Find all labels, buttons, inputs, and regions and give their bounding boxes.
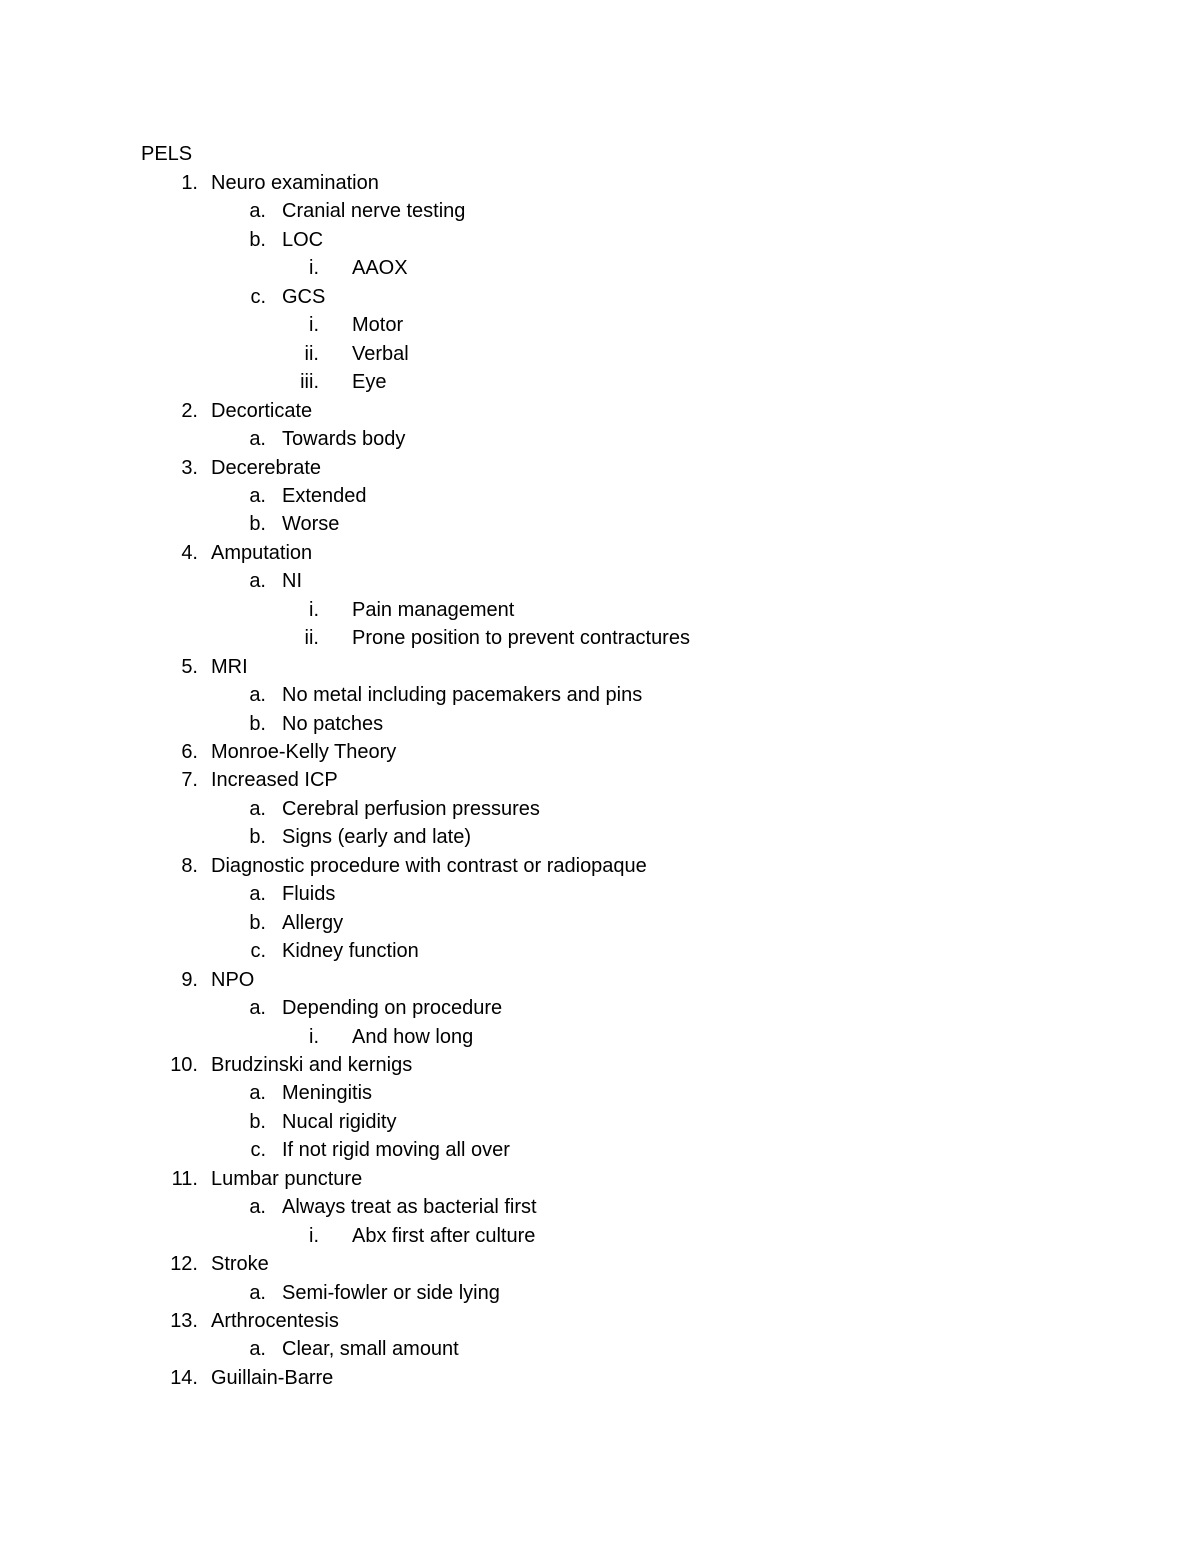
- list-item-text: Always treat as bacterial first: [282, 1196, 537, 1218]
- list-item-text: Diagnostic procedure with contrast or radiopaque: [211, 855, 647, 877]
- outline-item-level-2: [0, 285, 1200, 309]
- list-marker: a.: [249, 883, 266, 905]
- list-item-text: Brudzinski and kernigs: [211, 1054, 413, 1076]
- list-marker: c.: [250, 940, 266, 962]
- outline-item-level-2: [0, 512, 1200, 536]
- outline-item-level-3: [0, 313, 1200, 337]
- list-marker: ii.: [304, 343, 319, 365]
- list-item-text: Cerebral perfusion pressures: [282, 798, 540, 820]
- list-marker: a.: [249, 200, 266, 222]
- outline-item-level-2: [0, 683, 1200, 707]
- list-marker: b.: [249, 1111, 266, 1133]
- list-marker: a.: [249, 684, 266, 706]
- list-item-text: Meningitis: [282, 1082, 373, 1104]
- list-marker: c.: [250, 1139, 266, 1161]
- document-title: PELS: [141, 143, 193, 165]
- list-marker: i.: [309, 599, 319, 621]
- list-marker: i.: [309, 1026, 319, 1048]
- list-marker: 10.: [170, 1054, 198, 1076]
- list-marker: 4.: [181, 542, 198, 564]
- outline-item-level-1: [0, 655, 1200, 679]
- outline-item-level-1: [0, 1366, 1200, 1390]
- list-item-text: Arthrocentesis: [211, 1310, 339, 1332]
- list-marker: a.: [249, 1338, 266, 1360]
- list-marker: 14.: [170, 1367, 198, 1389]
- list-marker: a.: [249, 485, 266, 507]
- list-item-text: And how long: [352, 1026, 474, 1048]
- outline-item-level-2: [0, 228, 1200, 252]
- outline-item-level-3: [0, 1224, 1200, 1248]
- outline-item-level-2: [0, 427, 1200, 451]
- list-marker: 3.: [181, 457, 198, 479]
- list-marker: i.: [309, 257, 319, 279]
- list-marker: ii.: [304, 627, 319, 649]
- list-item-text: Stroke: [211, 1253, 269, 1275]
- outline-item-level-2: [0, 484, 1200, 508]
- list-marker: 12.: [170, 1253, 198, 1275]
- list-marker: a.: [249, 798, 266, 820]
- outline-item-level-2: [0, 996, 1200, 1020]
- list-item-text: Motor: [352, 314, 404, 336]
- list-item-text: Signs (early and late): [282, 826, 471, 848]
- list-item-text: Semi-fowler or side lying: [282, 1282, 500, 1304]
- list-item-text: No metal including pacemakers and pins: [282, 684, 643, 706]
- list-marker: c.: [250, 286, 266, 308]
- list-item-text: Towards body: [282, 428, 406, 450]
- list-item-text: If not rigid moving all over: [282, 1139, 510, 1161]
- list-marker: 5.: [181, 656, 198, 678]
- outline-item-level-1: [0, 740, 1200, 764]
- list-item-text: NPO: [211, 969, 255, 991]
- list-marker: 11.: [171, 1168, 198, 1190]
- outline-item-level-2: [0, 712, 1200, 736]
- list-marker: a.: [249, 1082, 266, 1104]
- list-marker: i.: [309, 1225, 319, 1247]
- outline-item-level-2: [0, 911, 1200, 935]
- outline-item-level-2: [0, 1081, 1200, 1105]
- list-item-text: Verbal: [352, 343, 409, 365]
- outline-item-level-1: [0, 1053, 1200, 1077]
- list-marker: a.: [249, 1196, 266, 1218]
- list-item-text: Depending on procedure: [282, 997, 503, 1019]
- outline-item-level-3: [0, 370, 1200, 394]
- list-item-text: GCS: [282, 286, 326, 308]
- list-item-text: NI: [282, 570, 302, 592]
- outline-item-level-1: [0, 768, 1200, 792]
- outline-item-level-3: [0, 1025, 1200, 1049]
- outline-item-level-1: [0, 399, 1200, 423]
- list-marker: 9.: [181, 969, 198, 991]
- list-marker: 7.: [181, 769, 198, 791]
- list-item-text: Eye: [352, 371, 387, 393]
- list-item-text: Pain management: [352, 599, 515, 621]
- outline-item-level-1: [0, 1309, 1200, 1333]
- list-marker: 13.: [170, 1310, 198, 1332]
- list-item-text: Extended: [282, 485, 367, 507]
- list-item-text: Neuro examination: [211, 172, 379, 194]
- list-marker: 1.: [181, 172, 198, 194]
- outline-item-level-2: [0, 199, 1200, 223]
- outline-item-level-2: [0, 1138, 1200, 1162]
- list-item-text: Amputation: [211, 542, 313, 564]
- list-marker: 6.: [181, 741, 198, 763]
- list-item-text: Nucal rigidity: [282, 1111, 397, 1133]
- list-item-text: LOC: [282, 229, 324, 251]
- list-item-text: Allergy: [282, 912, 344, 934]
- outline-item-level-1: [0, 1252, 1200, 1276]
- list-item-text: Guillain-Barre: [211, 1367, 334, 1389]
- list-item-text: Decorticate: [211, 400, 313, 422]
- outline-item-level-2: [0, 569, 1200, 593]
- list-marker: a.: [249, 428, 266, 450]
- list-marker: 2.: [181, 400, 198, 422]
- outline-item-level-3: [0, 598, 1200, 622]
- outline-item-level-2: [0, 797, 1200, 821]
- list-marker: b.: [249, 513, 266, 535]
- outline-item-level-2: [0, 1281, 1200, 1305]
- outline-item-level-3: [0, 342, 1200, 366]
- list-marker: i.: [309, 314, 319, 336]
- outline-item-level-1: [0, 1167, 1200, 1191]
- outline-item-level-2: [0, 882, 1200, 906]
- outline-item-level-1: [0, 171, 1200, 195]
- outline-item-level-1: [0, 968, 1200, 992]
- list-marker: a.: [249, 1282, 266, 1304]
- list-marker: iii.: [300, 371, 319, 393]
- list-item-text: Kidney function: [282, 940, 419, 962]
- list-item-text: Decerebrate: [211, 457, 322, 479]
- list-item-text: Lumbar puncture: [211, 1168, 363, 1190]
- list-item-text: MRI: [211, 656, 248, 678]
- list-marker: a.: [249, 997, 266, 1019]
- list-item-text: Increased ICP: [211, 769, 338, 791]
- list-marker: a.: [249, 570, 266, 592]
- outline-item-level-1: [0, 541, 1200, 565]
- list-item-text: Prone position to prevent contractures: [352, 627, 690, 649]
- list-item-text: Abx first after culture: [352, 1225, 536, 1247]
- list-marker: b.: [249, 713, 266, 735]
- list-marker: b.: [249, 229, 266, 251]
- list-item-text: Clear, small amount: [282, 1338, 459, 1360]
- list-marker: b.: [249, 912, 266, 934]
- outline-item-level-2: [0, 1195, 1200, 1219]
- outline-item-level-2: [0, 939, 1200, 963]
- outline-item-level-1: [0, 854, 1200, 878]
- list-item-text: Cranial nerve testing: [282, 200, 466, 222]
- list-marker: 8.: [181, 855, 198, 877]
- outline-item-level-1: [0, 456, 1200, 480]
- outline-item-level-3: [0, 626, 1200, 650]
- list-item-text: Fluids: [282, 883, 336, 905]
- outline-item-level-3: [0, 256, 1200, 280]
- outline-item-level-2: [0, 825, 1200, 849]
- list-item-text: Worse: [282, 513, 340, 535]
- list-item-text: AAOX: [352, 257, 408, 279]
- outline-item-level-2: [0, 1337, 1200, 1361]
- list-item-text: No patches: [282, 713, 384, 735]
- list-item-text: Monroe-Kelly Theory: [211, 741, 397, 763]
- list-marker: b.: [249, 826, 266, 848]
- outline-item-level-2: [0, 1110, 1200, 1134]
